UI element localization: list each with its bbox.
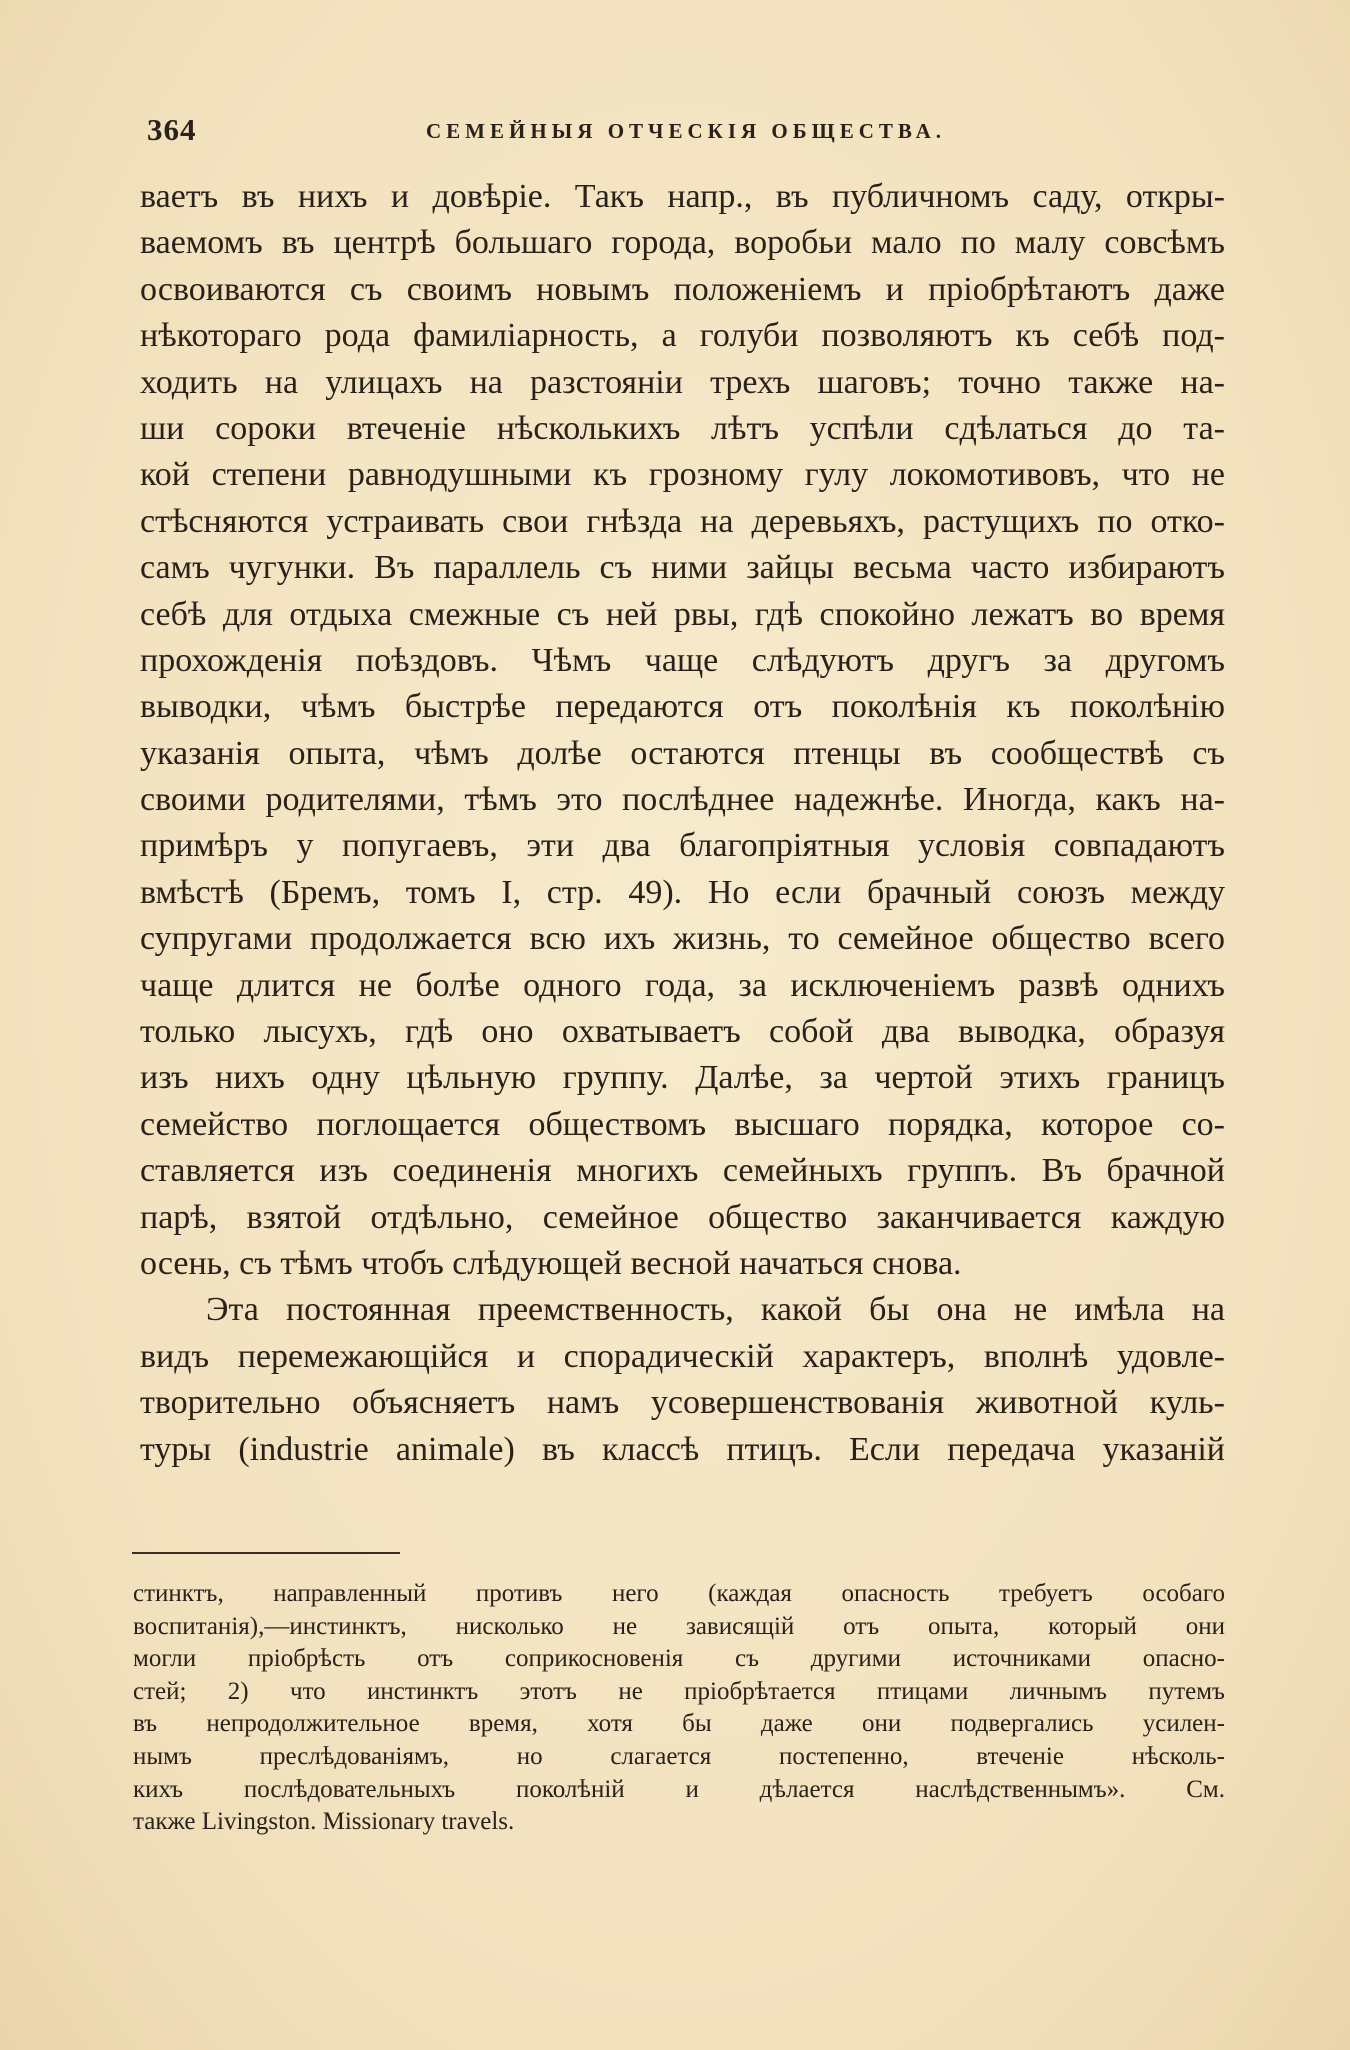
body-line: кой степени равнодушными къ грозному гулу локомотивовъ, что не <box>140 456 1225 494</box>
footnotes <box>133 1578 1225 1839</box>
footnote-line: стей; 2) что инстинктъ этотъ не пріобрѣтается птицами личнымъ путемъ <box>133 1677 1225 1705</box>
body-line: изъ нихъ одну цѣльную группу. Далѣе, за чертой этихъ границъ <box>140 1059 1225 1097</box>
body-line: семейство поглощается обществомъ высшаго порядка, которое со- <box>140 1105 1225 1143</box>
body-line: ставляется изъ соединенія многихъ семейныхъ группъ. Въ брачной <box>140 1152 1225 1190</box>
body-line-paragraph-start: Эта постоянная преемственность, какой бы она не имѣла на <box>206 1291 1225 1329</box>
body-line: прохожденія поѣздовъ. Чѣмъ чаще слѣдуютъ другъ за другомъ <box>140 641 1225 679</box>
body-line: ваемомъ въ центрѣ большаго города, воробьи мало по малу совсѣмъ <box>140 224 1225 262</box>
body-line: освоиваются съ своимъ новымъ положеніемъ и пріобрѣтаютъ даже <box>140 270 1225 308</box>
footnote-line: могли пріобрѣсть отъ соприкосновенія съ другими источниками опасно- <box>133 1645 1225 1673</box>
footnote-line: кихъ послѣдовательныхъ поколѣній и дѣлается наслѣдственнымъ». См. <box>133 1775 1225 1803</box>
footnote-line: также Livingston. Missionary travels. <box>133 1808 515 1836</box>
body-line: ваетъ въ нихъ и довѣріе. Такъ напр., въ публичномъ саду, откры- <box>140 178 1225 215</box>
body-line: парѣ, взятой отдѣльно, семейное общество заканчивается каждую <box>140 1198 1225 1236</box>
body-line: нѣкотораго рода фамиліарность, а голуби позволяютъ къ себѣ под- <box>140 317 1225 355</box>
body-line: только лысухъ, гдѣ оно охватываетъ собой два выводка, образуя <box>140 1013 1225 1051</box>
body-line: себѣ для отдыха смежные съ ней рвы, гдѣ спокойно лежатъ во время <box>140 595 1225 633</box>
body-line: чаще длится не болѣе одного года, за исключеніемъ развѣ однихъ <box>140 966 1225 1004</box>
page-number: 364 <box>147 112 197 147</box>
body-line: видъ перемежающійся и спорадическій характеръ, вполнѣ удовле- <box>140 1337 1225 1375</box>
body-line: осень, съ тѣмъ чтобъ слѣдующей весной начаться снова. <box>140 1244 962 1282</box>
body-line: выводки, чѣмъ быстрѣе передаются отъ поколѣнія къ поколѣнію <box>140 688 1225 726</box>
body-text <box>140 174 1225 1473</box>
body-line: примѣръ у попугаевъ, эти два благопріятныя условія совпадаютъ <box>140 827 1225 865</box>
body-line: самъ чугунки. Въ параллель съ ними зайцы весьма часто избираютъ <box>140 549 1225 587</box>
footnote-line: нымъ преслѣдованіямъ, но слагается постепенно, втеченіе нѣсколь- <box>133 1742 1225 1770</box>
body-line: ши сороки втеченіе нѣсколькихъ лѣтъ успѣли сдѣлаться до та- <box>140 409 1225 447</box>
footnote-line: стинктъ, направленный противъ него (каждая опасность требуетъ особаго <box>133 1580 1225 1607</box>
running-title: СЕМЕЙНЫЯ ОТЧЕСКІЯ ОБЩЕСТВА. <box>425 119 946 143</box>
body-line: творительно объясняетъ намъ усовершенствованія животной куль- <box>140 1384 1225 1422</box>
page-header <box>147 112 1225 152</box>
body-line: указанія опыта, чѣмъ долѣе остаются птенцы въ сообществѣ съ <box>140 734 1225 772</box>
body-line: вмѣстѣ (Бремъ, томъ I, стр. 49). Но если брачный союзъ между <box>140 873 1225 911</box>
body-line: туры (industrie animale) въ классѣ птицъ. Если передача указаній <box>140 1430 1225 1468</box>
body-line: ходить на улицахъ на разстояніи трехъ шаговъ; точно также на- <box>140 363 1225 401</box>
body-line: супругами продолжается всю ихъ жизнь, то семейное общество всего <box>140 920 1225 958</box>
body-line: стѣсняются устраивать свои гнѣзда на деревьяхъ, растущихъ по отко- <box>140 502 1225 540</box>
body-line: своими родителями, тѣмъ это послѣднее надежнѣе. Иногда, какъ на- <box>140 781 1225 819</box>
footnote-line: въ непродолжительное время, хотя бы даже они подвергались усилен- <box>133 1710 1225 1738</box>
footnote-line: воспитанія),—инстинктъ, нисколько не зависящій отъ опыта, который они <box>133 1612 1225 1640</box>
footnote-divider <box>132 1552 400 1554</box>
